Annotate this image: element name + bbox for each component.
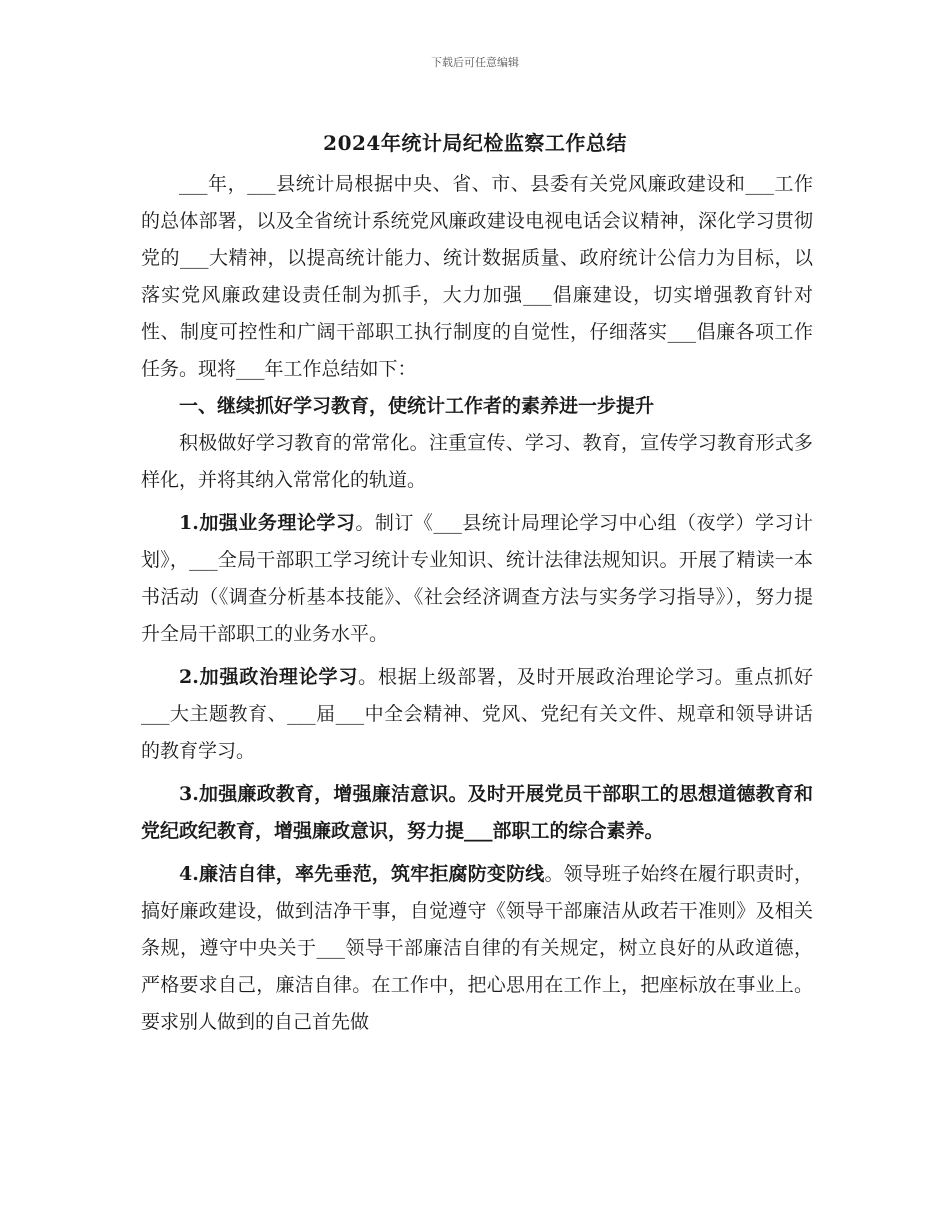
paragraph-text: 。根据上级部署，及时开展政治理论学习。重点抓好___大主题教育、___届___中全会精神、党风、党纪有关文件、规章和领导讲话的教育学习。 [141, 666, 813, 762]
item-lead: 4.廉洁自律，率先垂范，筑牢拒腐防变防线 [179, 863, 545, 885]
section-heading-1 [141, 388, 813, 425]
paragraph-text: ___年，___县统计局根据中央、省、市、县委有关党风廉政建设和___工作的总体部署，以及全省统计系统党风廉政建设电视电话会议精神，深化学习贯彻党的___大精神，以提高统计能力、统计数据质量、政府统计公信力为目标，以落实党风廉政建设责任制为抓手，大力加强___倡廉建设，切实增强教育针对性、制度可控性和广阔干部职工执行制度的自觉性，仔细落实___倡廉各项工作任务。现将___年工作总结如下： [141, 173, 813, 380]
section-intro-paragraph [141, 425, 813, 499]
item-lead: 3.加强廉政教育，增强廉洁意识。及时开展党员干部职工的思想道德教育和党纪政纪教育，增强廉政意识，努力提___部职工的综合素养。 [141, 783, 813, 842]
document-body [141, 166, 813, 1041]
section-heading-text: 一、继续抓好学习教育，使统计工作者的素养进一步提升 [179, 395, 655, 417]
item-lead: 2.加强政治理论学习 [179, 666, 359, 688]
paragraph-text: 。领导班子始终在履行职责时，搞好廉政建设，做到洁净干事，自觉遵守《领导干部廉洁从政若干准则》及相关条规，遵守中央关于___领导干部廉洁自律的有关规定，树立良好的从政道德，严格要求自己，廉洁自律。在工作中，把心思用在工作上，把座标放在事业上。要求别人做到的自己首先做 [141, 863, 813, 1033]
item-paragraph-1 [141, 505, 813, 653]
item-lead: 1.加强业务理论学习 [179, 512, 356, 534]
paragraph-text: 积极做好学习教育的常常化。注重宣传、学习、教育，宣传学习教育形式多样化，并将其纳入常常化的轨道。 [141, 432, 813, 491]
document-title: 2024年统计局纪检监察工作总结 [323, 131, 627, 155]
page-header: 下载后可任意编辑 [431, 56, 519, 69]
item-paragraph-3 [141, 776, 813, 850]
paragraph-text: 。制订《___县统计局理论学习中心组（夜学）学习计划》，___全局干部职工学习统计专业知识、统计法律法规知识。开展了精读一本书活动（《调查分析基本技能》、《社会经济调查方法与实务学习指导》），努力提升全局干部职工的业务水平。 [141, 512, 813, 645]
item-paragraph-2 [141, 659, 813, 770]
item-paragraph-4 [141, 856, 813, 1041]
intro-paragraph [141, 166, 813, 388]
